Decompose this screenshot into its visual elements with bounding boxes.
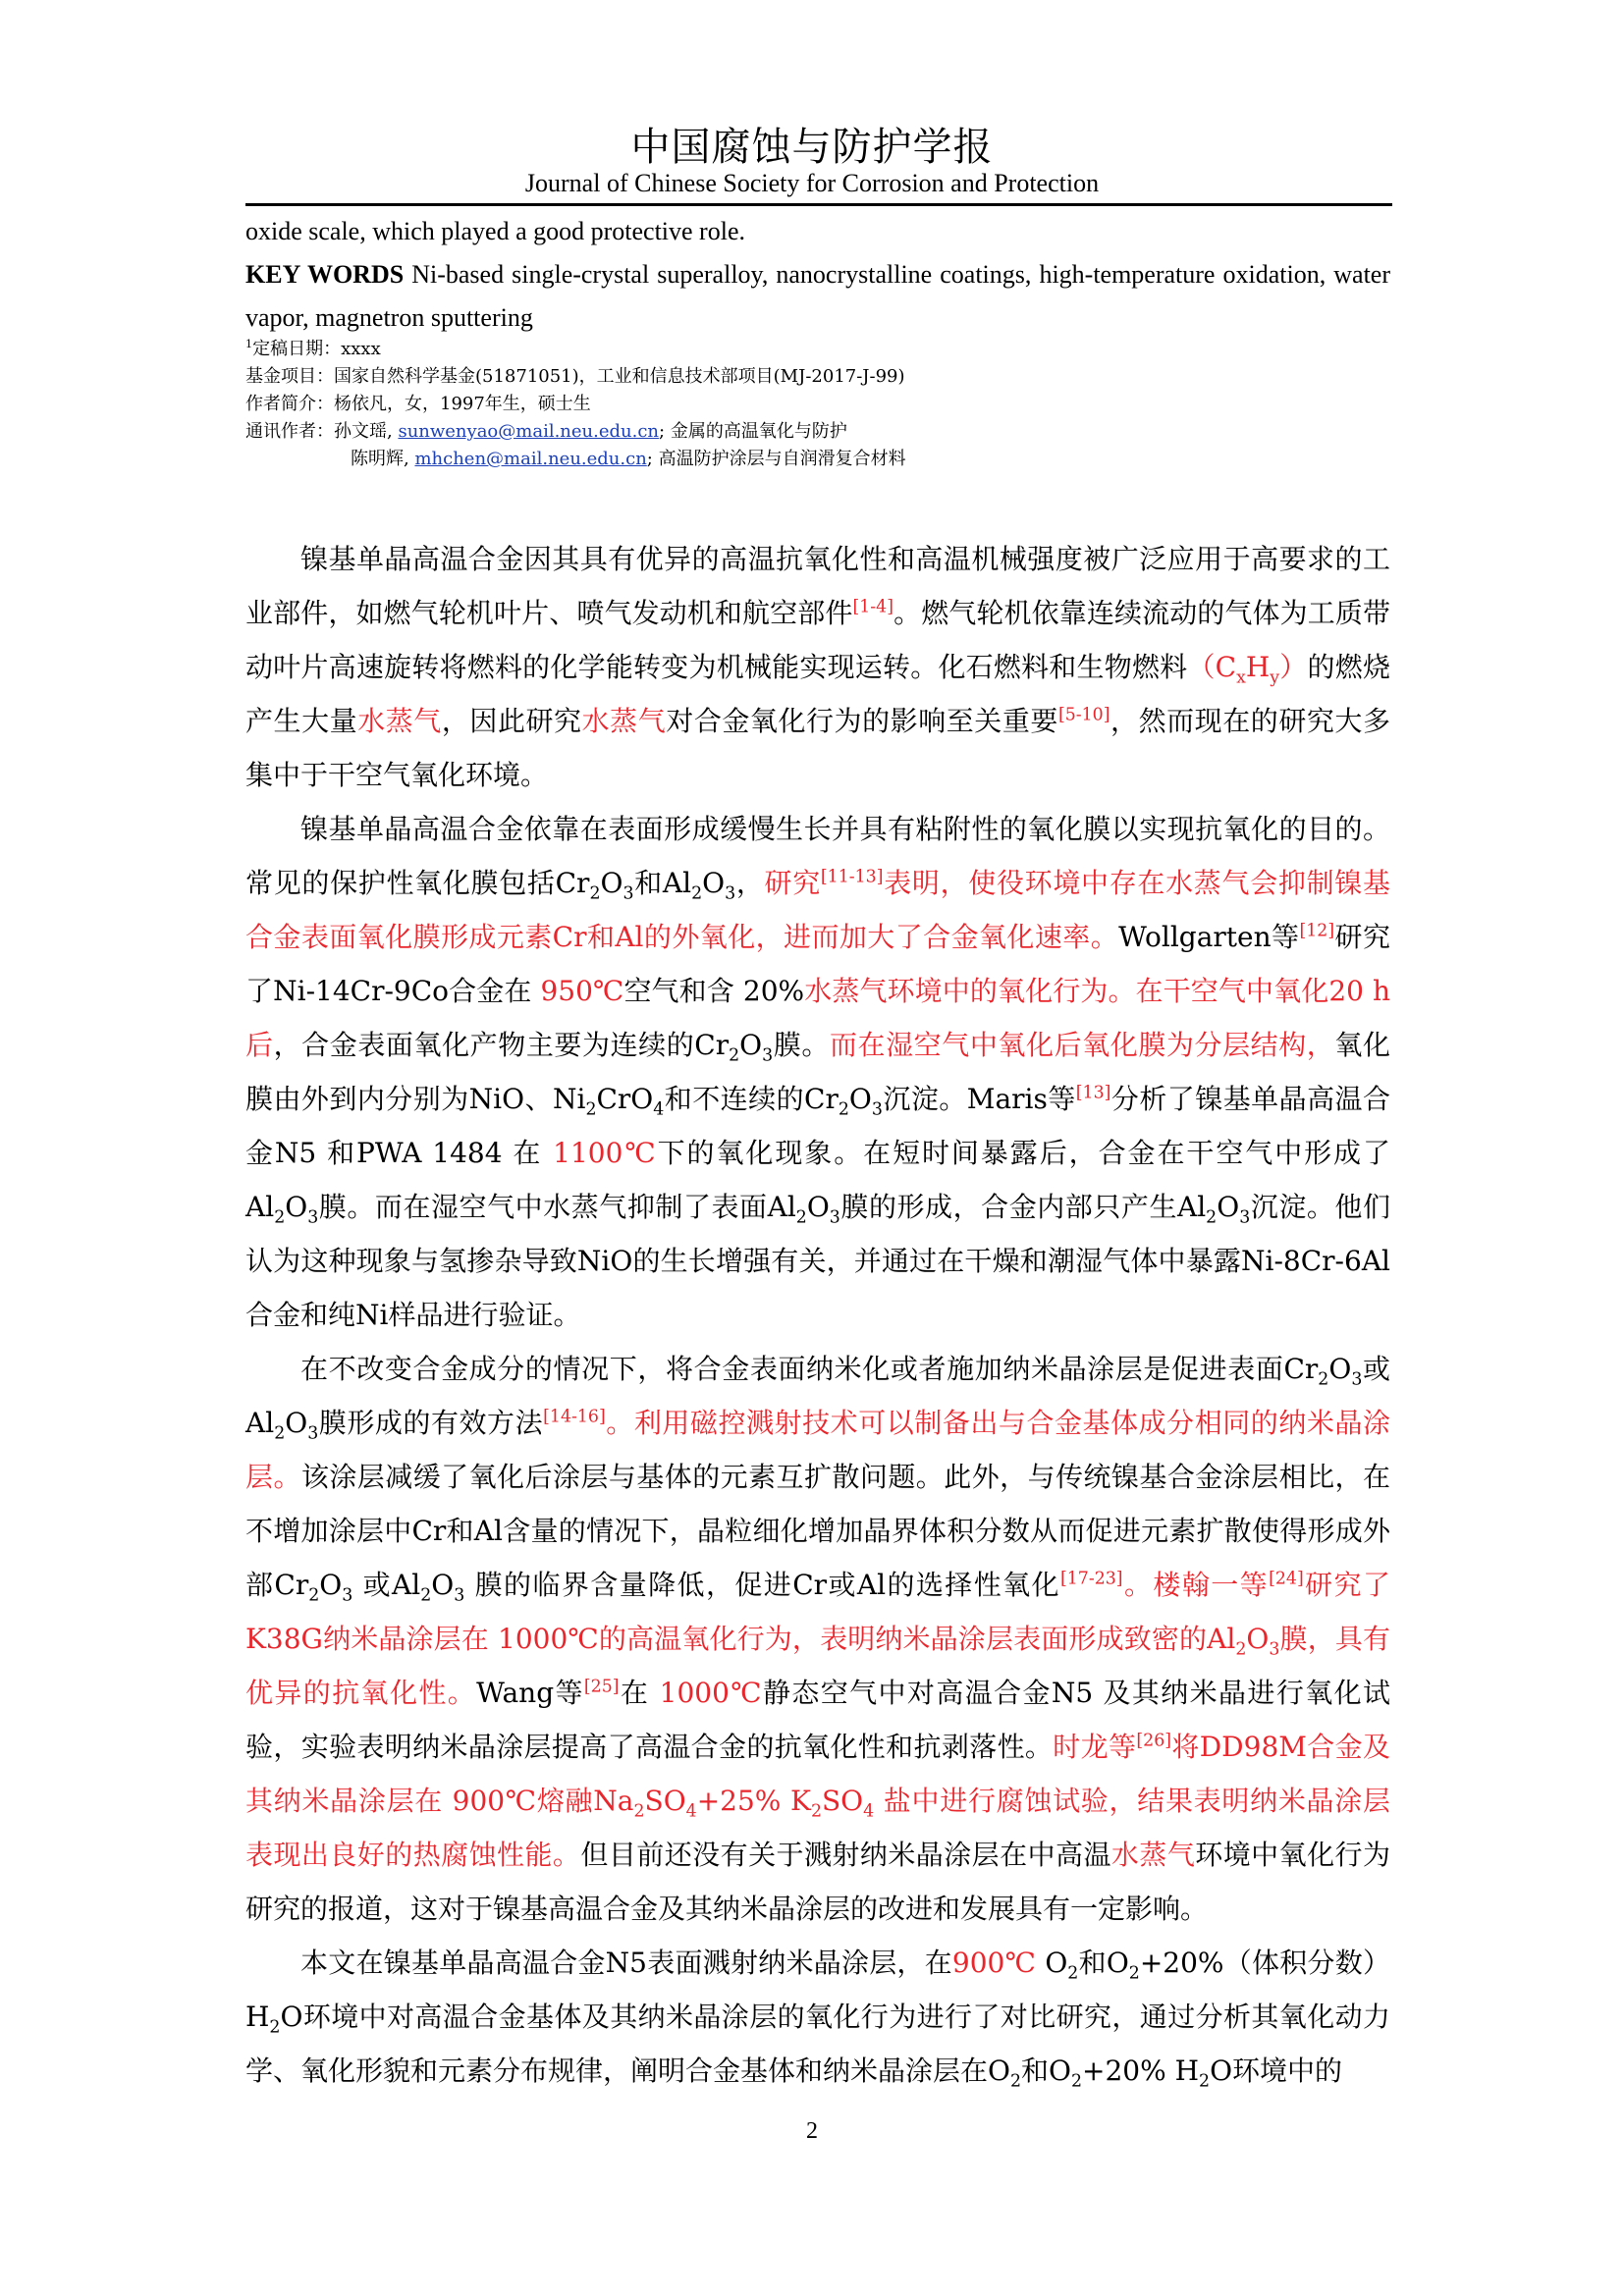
subscript: 3 <box>307 1207 319 1228</box>
text-run: 。燃气轮机依靠连续流动的气体为工质带动叶片高速旋转将燃料的化学能转变为机械能实现运转。化石燃料和生物燃料 <box>245 597 1390 683</box>
text-run: SO <box>644 1785 686 1817</box>
subscript: 2 <box>585 1099 597 1120</box>
email-link-2[interactable]: mhchen@mail.neu.edu.cn <box>414 449 647 469</box>
text-run: 将DD98M合金及其纳米晶涂层在 900℃熔融Na <box>245 1731 1390 1817</box>
subscript: 2 <box>269 2017 281 2038</box>
text-run: O <box>739 1029 763 1061</box>
text-run: 膜形成的有效方法 <box>318 1407 544 1439</box>
text-run: +25% K <box>696 1785 811 1817</box>
subscript: 2 <box>1070 2071 1083 2092</box>
paragraph-2 <box>245 802 1390 1342</box>
text-run: +20%（体积分数）H <box>245 1947 1391 2033</box>
text-run: 900℃ <box>951 1947 1037 1979</box>
text-run: 水蒸气 <box>581 705 667 737</box>
text-run: 。楼翰一等 <box>1122 1569 1270 1601</box>
text-run: 盐中进行腐蚀试验，结果表明纳米晶涂层表现出良好的热腐蚀性能。 <box>245 1785 1390 1871</box>
keywords <box>245 253 1390 340</box>
subscript: 2 <box>810 1801 822 1822</box>
text-run: 环境中氧化行为研究的报道，这对于镍基高温合金及其纳米晶涂层的改进和发展具有一定影响。 <box>245 1839 1390 1925</box>
subscript: 2 <box>420 1585 432 1606</box>
subscript: 4 <box>653 1099 665 1120</box>
text-run: +20% H <box>1082 2055 1200 2087</box>
paragraph-3 <box>245 1342 1390 1936</box>
text-run: 或Al <box>352 1569 421 1601</box>
citation[interactable]: [13] <box>1075 1083 1111 1103</box>
text-run: O <box>431 1569 455 1601</box>
text-run: 膜，具有优异的抗氧化性。 <box>245 1623 1390 1709</box>
subscript: 2 <box>633 1801 645 1822</box>
text-run: 。利用磁控溅射技术可以制备出与合金基体成分相同的纳米晶涂层。 <box>245 1407 1390 1493</box>
text-run: 水蒸气环境中的氧化行为。在干空气中氧化20 h后 <box>245 975 1390 1061</box>
subscript: x <box>1236 667 1246 688</box>
text-run: O环境中的 <box>1210 2055 1343 2087</box>
text-run: 水蒸气 <box>357 705 442 737</box>
text-run: 和Al <box>633 867 692 899</box>
corresponding-author-1: 通讯作者：孙文瑶, sunwenyao@mail.neu.edu.cn; 金属的高温氧化与防护 <box>245 421 847 442</box>
journal-title-en: Journal of Chinese Society for Corrosion and Protection <box>524 169 1100 197</box>
subscript: 2 <box>1199 2071 1211 2092</box>
text-run: O <box>319 1569 343 1601</box>
text-run: O <box>806 1191 830 1223</box>
footnotes <box>245 336 1390 473</box>
citation[interactable]: [1-4] <box>852 597 893 617</box>
paragraph-1 <box>245 532 1390 802</box>
text-run: O <box>285 1191 308 1223</box>
subscript: 3 <box>725 883 736 904</box>
subscript: 4 <box>863 1801 875 1822</box>
subscript: 3 <box>1351 1369 1363 1390</box>
subscript: 2 <box>1128 1963 1140 1984</box>
citation[interactable]: [11-13] <box>820 867 884 887</box>
text-run: 膜的临界含量降低，促进Cr或Al的选择性氧化 <box>464 1569 1060 1601</box>
text-run: 该涂层减缓了氧化后涂层与基体的元素互扩散问题。此外，与传统镍基合金涂层相比，在不增加涂层中Cr和Al含量的情况下，晶粒细化增加晶界体积分数从而促进元素扩散使得形成外部Cr <box>245 1461 1390 1601</box>
subscript: 2 <box>1206 1207 1218 1228</box>
text-run: 研究了K38G纳米晶涂层在 1000℃的高温氧化行为，表明纳米晶涂层表面形成致密的Al <box>245 1569 1390 1655</box>
subscript: 2 <box>589 883 601 904</box>
text-run: 在 <box>619 1677 660 1709</box>
abstract-tail: oxide scale, which played a good protective role. <box>245 217 745 245</box>
text-run: 沉淀。Maris等 <box>882 1083 1076 1115</box>
text-run: O <box>848 1083 872 1115</box>
text-run: ，因此研究 <box>441 705 582 737</box>
subscript: 3 <box>454 1585 465 1606</box>
citation[interactable]: [17-23] <box>1059 1569 1123 1589</box>
text-run: 和O <box>1078 1947 1129 1979</box>
received-date: $^1$定稿日期：xxxx <box>245 338 381 359</box>
body-text <box>245 532 1390 2098</box>
text-run: 1000℃ <box>659 1677 763 1709</box>
text-run: O <box>1246 1623 1270 1655</box>
text-run: ） <box>1279 651 1308 683</box>
subscript: 3 <box>1269 1639 1280 1660</box>
keywords-text: Ni-based single-crystal superalloy, nanocrystalline coatings, high-temperature oxidation, water vapor, magnetron sputtering <box>245 260 1390 332</box>
paragraph-4 <box>245 1936 1390 2098</box>
text-run: 的燃烧产生大量 <box>245 651 1390 737</box>
text-run: 空气和含 20% <box>623 975 805 1007</box>
subscript: 3 <box>623 883 634 904</box>
subscript: y <box>1270 667 1280 688</box>
subscript: 3 <box>307 1423 319 1444</box>
text-run: Wollgarten等 <box>1118 921 1300 953</box>
subscript: 3 <box>762 1045 774 1066</box>
text-run: 下的氧化现象。在短时间暴露后，合金在干空气中形成了Al <box>245 1137 1390 1223</box>
subscript: 2 <box>1009 2071 1022 2092</box>
text-run: 1100℃ <box>553 1137 658 1169</box>
text-run: 膜。 <box>773 1029 830 1061</box>
citation[interactable]: [25] <box>583 1677 620 1697</box>
text-run: 但目前还没有关于溅射纳米晶涂层在中高温 <box>580 1839 1111 1871</box>
subscript: 2 <box>795 1207 807 1228</box>
subscript: 3 <box>342 1585 353 1606</box>
citation[interactable]: [5-10] <box>1057 705 1110 725</box>
text-run: 和O <box>1021 2055 1071 2087</box>
text-run: 而在湿空气中氧化后氧化膜为分层结构， <box>829 1029 1335 1061</box>
text-run: ，合金表面氧化产物主要为连续的Cr <box>273 1029 730 1061</box>
subscript: 2 <box>274 1423 286 1444</box>
citation[interactable]: [14-16] <box>543 1407 606 1427</box>
subscript: 2 <box>838 1099 849 1120</box>
text-run: ， <box>735 867 765 899</box>
author-info: 作者简介：杨依凡，女，1997年生，硕士生 <box>245 394 591 414</box>
subscript: 2 <box>691 883 703 904</box>
subscript: 3 <box>1239 1207 1251 1228</box>
text-run: 或Al <box>245 1353 1390 1439</box>
text-run: ，然而现在的研究大多集中于干空气氧化环境。 <box>245 705 1390 791</box>
text-run: H <box>1245 651 1271 683</box>
text-run: 本文在镍基单晶高温合金N5表面溅射纳米晶涂层，在 <box>300 1947 952 1979</box>
corresponding-author-2: 陈明辉, mhchen@mail.neu.edu.cn; 高温防护涂层与自润滑复合材料 <box>351 449 906 469</box>
subscript: 2 <box>1318 1369 1329 1390</box>
text-run: 镍基单晶高温合金依靠在表面形成缓慢生长并具有粘附性的氧化膜以实现抗氧化的目的。常见的保护性氧化膜包括Cr <box>245 813 1390 899</box>
subscript: 2 <box>274 1207 286 1228</box>
email-link-1[interactable]: sunwenyao@mail.neu.edu.cn <box>398 421 660 442</box>
text-run: 膜。而在湿空气中水蒸气抑制了表面Al <box>318 1191 796 1223</box>
text-run: 950℃ <box>540 975 624 1007</box>
header-rule <box>245 203 1392 206</box>
text-run: 膜的形成，合金内部只产生Al <box>839 1191 1207 1223</box>
text-run: 分析了镍基单晶高温合金N5 和PWA 1484 在 <box>245 1083 1390 1169</box>
text-run: 镍基单晶高温合金因其具有优异的高温抗氧化性和高温机械强度被广泛应用于高要求的工业部件，如燃气轮机叶片、喷气发动机和航空部件 <box>245 543 1390 629</box>
text-run: SO <box>821 1785 864 1817</box>
text-run: Wang等 <box>476 1677 584 1709</box>
text-run: （C <box>1187 651 1237 683</box>
keywords-label: KEY WORDS <box>245 260 405 289</box>
text-run: O <box>600 867 623 899</box>
text-run: CrO <box>596 1083 654 1115</box>
text-run: 沉淀。他们认为这种现象与氢掺杂导致NiO的生长增强有关，并通过在干燥和潮湿气体中暴露Ni-8Cr-6Al合金和纯Ni样品进行验证。 <box>245 1191 1390 1331</box>
text-run: 时龙等 <box>1053 1731 1137 1763</box>
text-run: 研究了Ni-14Cr-9Co合金在 <box>245 921 1390 1007</box>
text-run: O <box>1036 1947 1068 1979</box>
text-run: O <box>1328 1353 1352 1385</box>
text-run: O <box>285 1407 308 1439</box>
text-run: 氧化膜由外到内分别为NiO、Ni <box>245 1029 1390 1115</box>
subscript: 2 <box>729 1045 740 1066</box>
text-run: 对合金氧化行为的影响至关重要 <box>666 705 1058 737</box>
subscript: 4 <box>685 1801 697 1822</box>
subscript: 2 <box>1235 1639 1247 1660</box>
journal-title-cn: 中国腐蚀与防护学报 <box>630 125 994 170</box>
subscript: 2 <box>308 1585 320 1606</box>
subscript: 2 <box>1067 1963 1079 1984</box>
subscript: 3 <box>829 1207 840 1228</box>
page-number: 2 <box>806 2118 818 2144</box>
text-run: O <box>1217 1191 1240 1223</box>
text-run: O <box>702 867 726 899</box>
fund-info: 基金项目：国家自然科学基金(51871051)，工业和信息技术部项目(MJ-2017-J-99) <box>245 366 905 387</box>
text-run: 表明，使役环境中存在水蒸气会抑制镍基合金表面氧化膜形成元素Cr和Al的外氧化，进而加大了合金氧化速率。 <box>245 867 1390 953</box>
text-run: O环境中对高温合金基体及其纳米晶涂层的氧化行为进行了对比研究，通过分析其氧化动力学、氧化形貌和元素分布规律，阐明合金基体和纳米晶涂层在O <box>245 2001 1390 2087</box>
citation[interactable]: [24] <box>1269 1569 1304 1589</box>
citation[interactable]: [26] <box>1136 1731 1172 1751</box>
subscript: 3 <box>871 1099 883 1120</box>
text-run: 水蒸气 <box>1110 1839 1196 1871</box>
text-run: 静态空气中对高温合金N5 及其纳米晶进行氧化试验，实验表明纳米晶涂层提高了高温合金的抗氧化性和抗剥落性。 <box>245 1677 1390 1763</box>
abstract-section <box>245 210 1390 340</box>
text-run: 在不改变合金成分的情况下，将合金表面纳米化或者施加纳米晶涂层是促进表面Cr <box>300 1353 1319 1385</box>
text-run: 研究 <box>764 867 821 899</box>
citation[interactable]: [12] <box>1299 921 1335 941</box>
text-run: 和不连续的Cr <box>664 1083 839 1115</box>
